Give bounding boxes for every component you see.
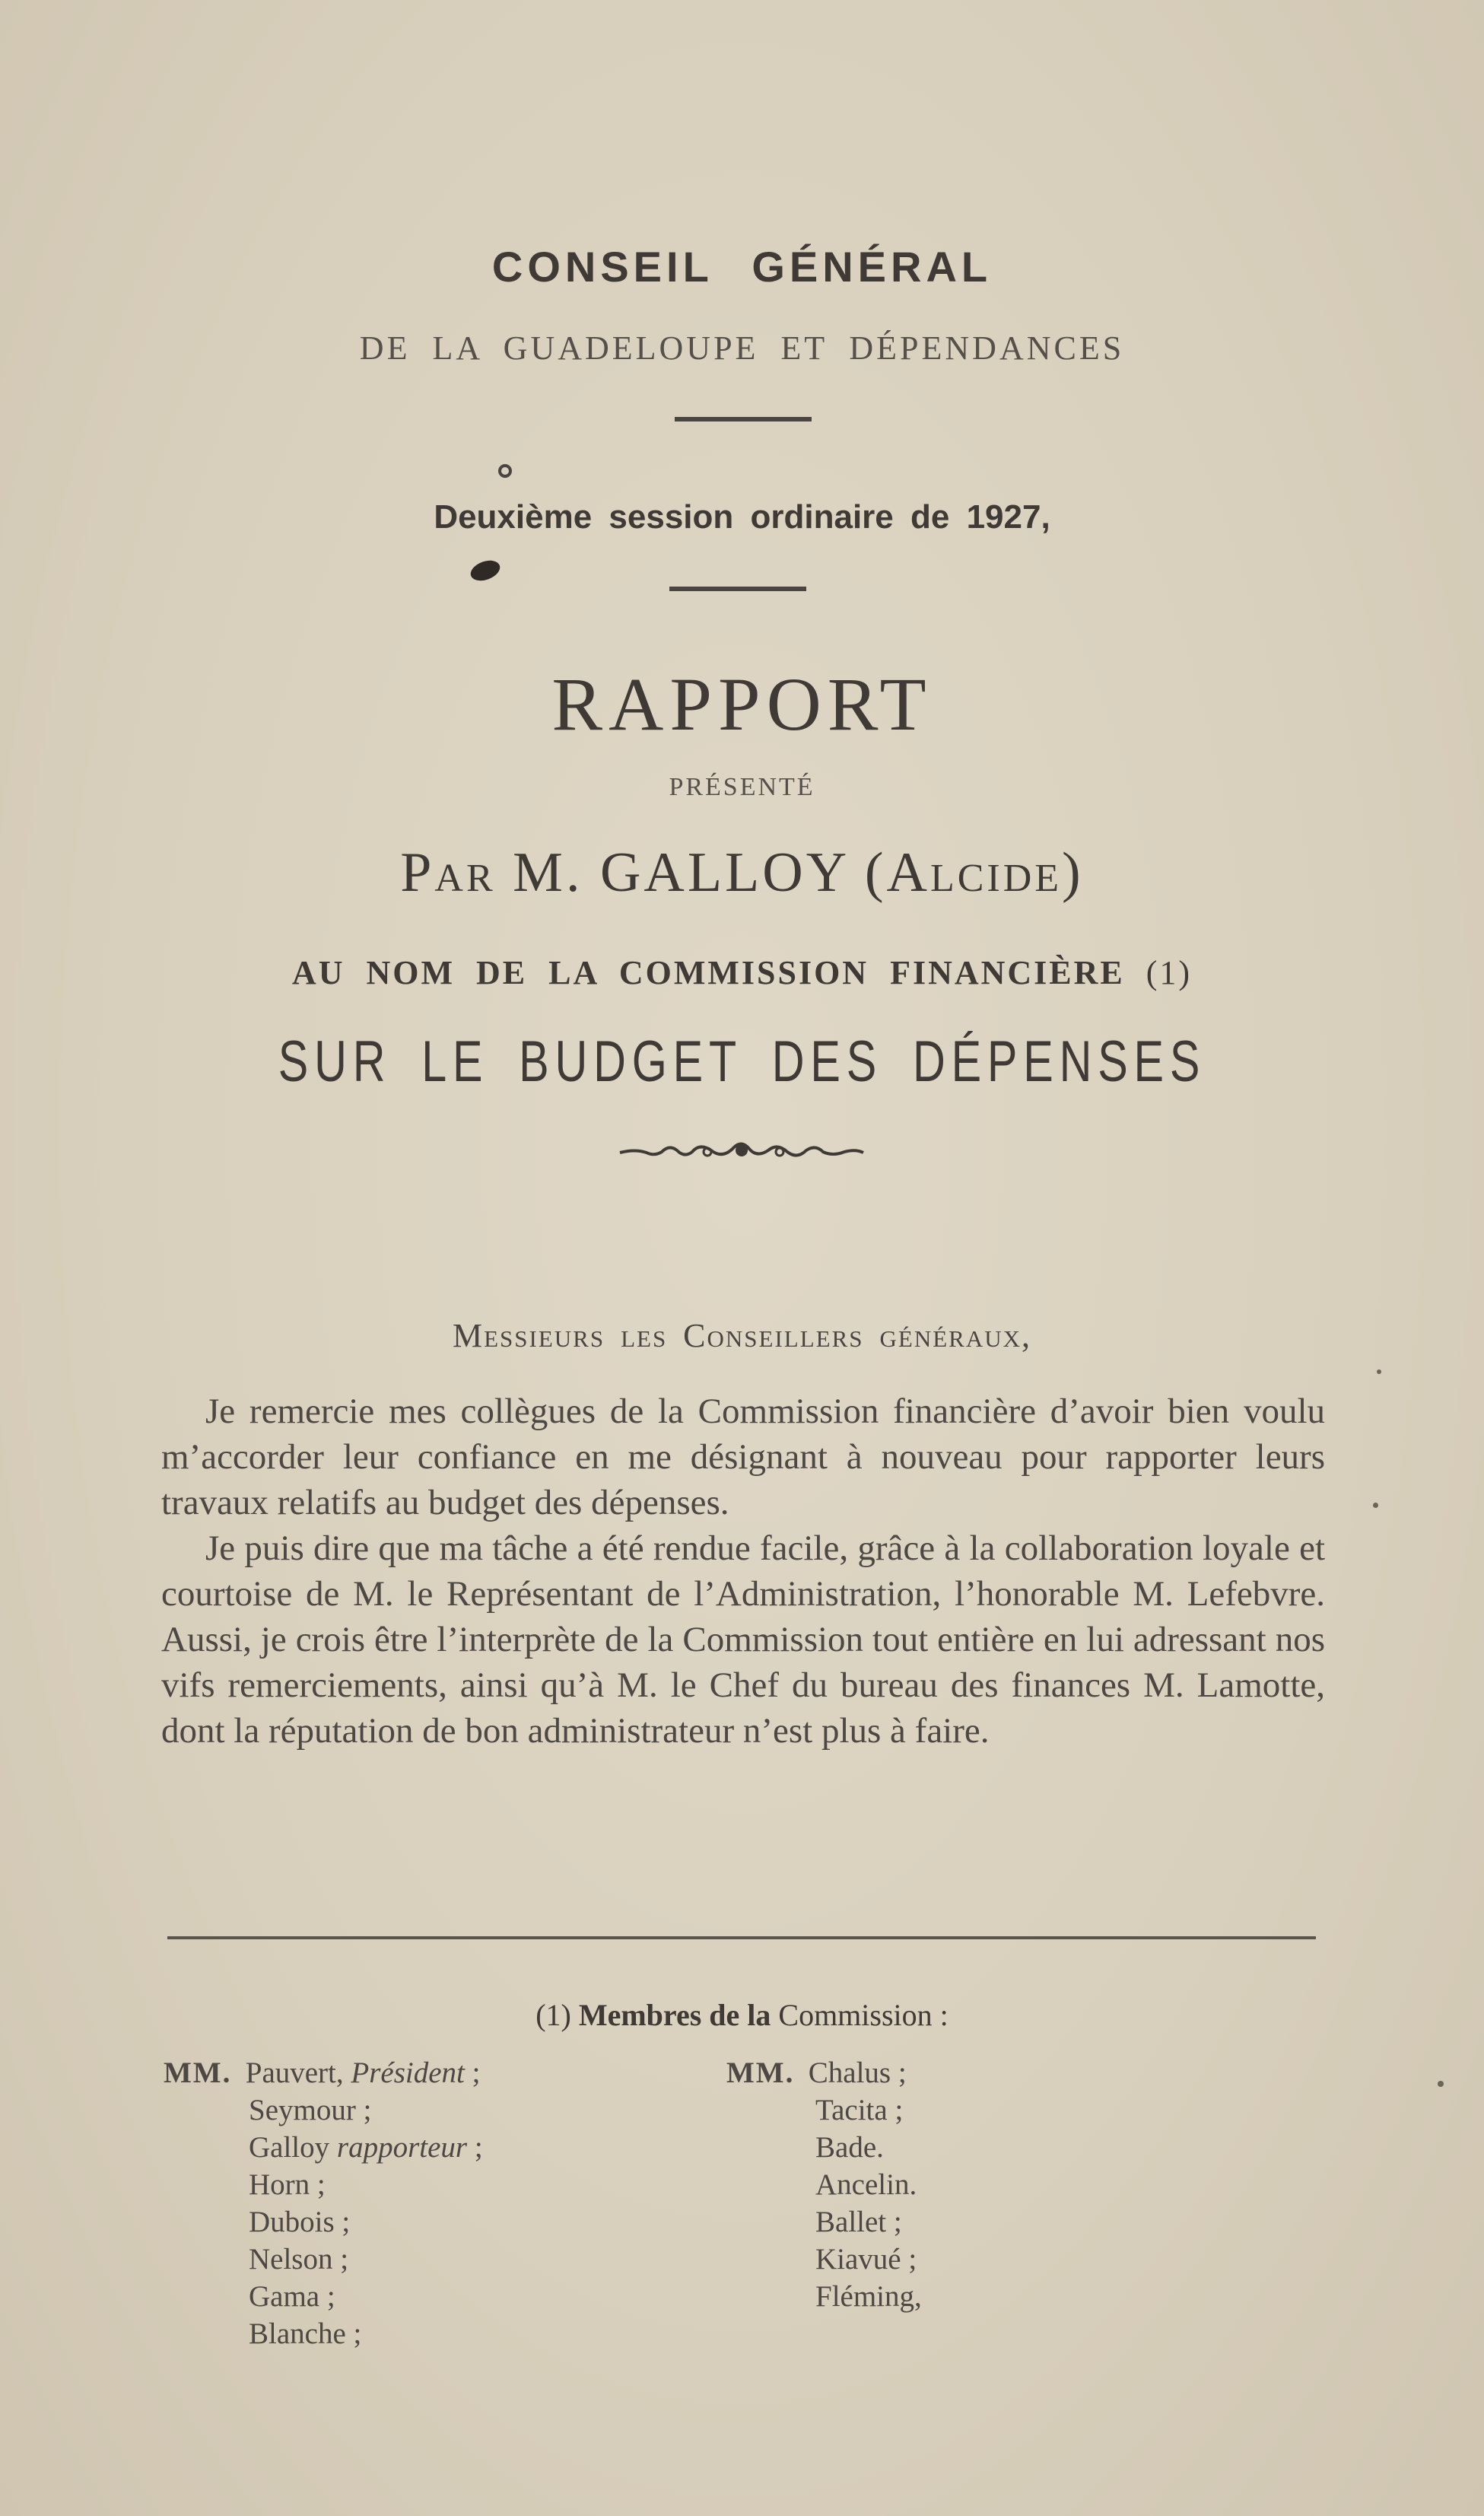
- member-name: Galloy: [249, 2131, 330, 2164]
- divider-rule: [669, 587, 806, 591]
- member-name: Kiavué ;: [815, 2243, 917, 2276]
- commission-name: AU NOM DE LA COMMISSION FINANCIÈRE: [291, 954, 1125, 991]
- member-role: Président: [351, 2056, 465, 2089]
- footnote-ref: (1): [1146, 954, 1193, 991]
- paper-speck: [1373, 1503, 1378, 1508]
- report-title: RAPPORT: [551, 662, 933, 746]
- list-item: [164, 2054, 696, 2091]
- report-body: [161, 1388, 1325, 1754]
- paper-speck: [1377, 1369, 1381, 1374]
- list-item: [164, 2129, 696, 2166]
- members-list-right: [726, 2054, 1183, 2315]
- member-name: Seymour ;: [249, 2094, 372, 2126]
- member-name: Bade.: [815, 2131, 884, 2164]
- council-heading: CONSEIL GÉNÉRAL: [491, 243, 993, 291]
- footnote-divider: [167, 1936, 1316, 1939]
- author-line: Par M. GALLOY (Alcide): [400, 841, 1084, 904]
- member-role: rapporteur: [336, 2131, 468, 2164]
- footnote-title-rest: Commission :: [778, 1998, 949, 2032]
- list-item: [726, 2278, 1183, 2315]
- member-name: Ballet ;: [815, 2206, 902, 2238]
- list-item: [726, 2054, 1183, 2091]
- member-name: Gama ;: [249, 2280, 335, 2313]
- list-item: [164, 2166, 696, 2203]
- member-name: Ancelin.: [815, 2168, 917, 2201]
- ink-mark: [498, 464, 512, 478]
- member-suffix: ;: [474, 2131, 483, 2164]
- list-item: [726, 2129, 1183, 2166]
- footnote-number: (1): [535, 1998, 571, 2032]
- budget-heading: SUR LE BUDGET DES DÉPENSES: [278, 1029, 1206, 1094]
- member-name: Dubois ;: [249, 2206, 351, 2238]
- member-name: Pauvert,: [245, 2056, 344, 2089]
- commission-line: [0, 953, 1484, 992]
- list-item: [164, 2203, 696, 2241]
- list-item: [164, 2278, 696, 2315]
- footnote-title-bold: Membres de la: [578, 1998, 771, 2032]
- members-prefix: MM.: [164, 2056, 232, 2089]
- members-prefix: MM.: [726, 2056, 795, 2089]
- paper-speck: [1438, 2081, 1444, 2087]
- member-name: Tacita ;: [815, 2094, 904, 2126]
- paragraph: Je puis dire que ma tâche a été rendue facile, grâce à la collaboration loyale et courtoise de M. le Représentant de l’Administration, l’honorable M. Lefebvre. Aussi, je crois être l’interprète de la Commission tout entière en lui adressant nos vifs remerciements, ainsi qu’à M. le Chef du bureau des finances M. Lamotte, dont la réputation de bon administrateur n’est plus à faire.: [161, 1528, 1325, 1751]
- member-name: Chalus ;: [808, 2056, 907, 2089]
- members-list-left: [164, 2054, 696, 2352]
- member-name: Fléming,: [815, 2280, 922, 2313]
- member-name: Horn ;: [249, 2168, 326, 2201]
- member-name: Blanche ;: [249, 2317, 362, 2350]
- session-line: Deuxième session ordinaire de 1927,: [434, 498, 1050, 536]
- list-item: [726, 2203, 1183, 2241]
- paragraph: Je remercie mes collègues de la Commission financière d’avoir bien voulu m’accorder leur confiance en me désignant à nouveau pour rapporter leurs travaux relatifs au budget des dépenses.: [161, 1392, 1325, 1522]
- member-name: Nelson ;: [249, 2243, 349, 2276]
- council-subtitle: DE LA GUADELOUPE ET DÉPENDANCES: [359, 329, 1125, 367]
- ornament-flourish-icon: [616, 1134, 867, 1172]
- salutation: Messieurs les Conseillers généraux,: [452, 1317, 1032, 1354]
- presented-label: PRÉSENTÉ: [669, 773, 815, 801]
- ink-blot: [468, 557, 503, 584]
- list-item: [726, 2091, 1183, 2129]
- member-suffix: ;: [472, 2056, 481, 2089]
- list-item: [164, 2315, 696, 2352]
- list-item: [164, 2091, 696, 2129]
- list-item: [726, 2241, 1183, 2278]
- divider-rule: [675, 417, 812, 421]
- list-item: [164, 2241, 696, 2278]
- list-item: [726, 2166, 1183, 2203]
- footnote-title: [0, 1997, 1484, 2033]
